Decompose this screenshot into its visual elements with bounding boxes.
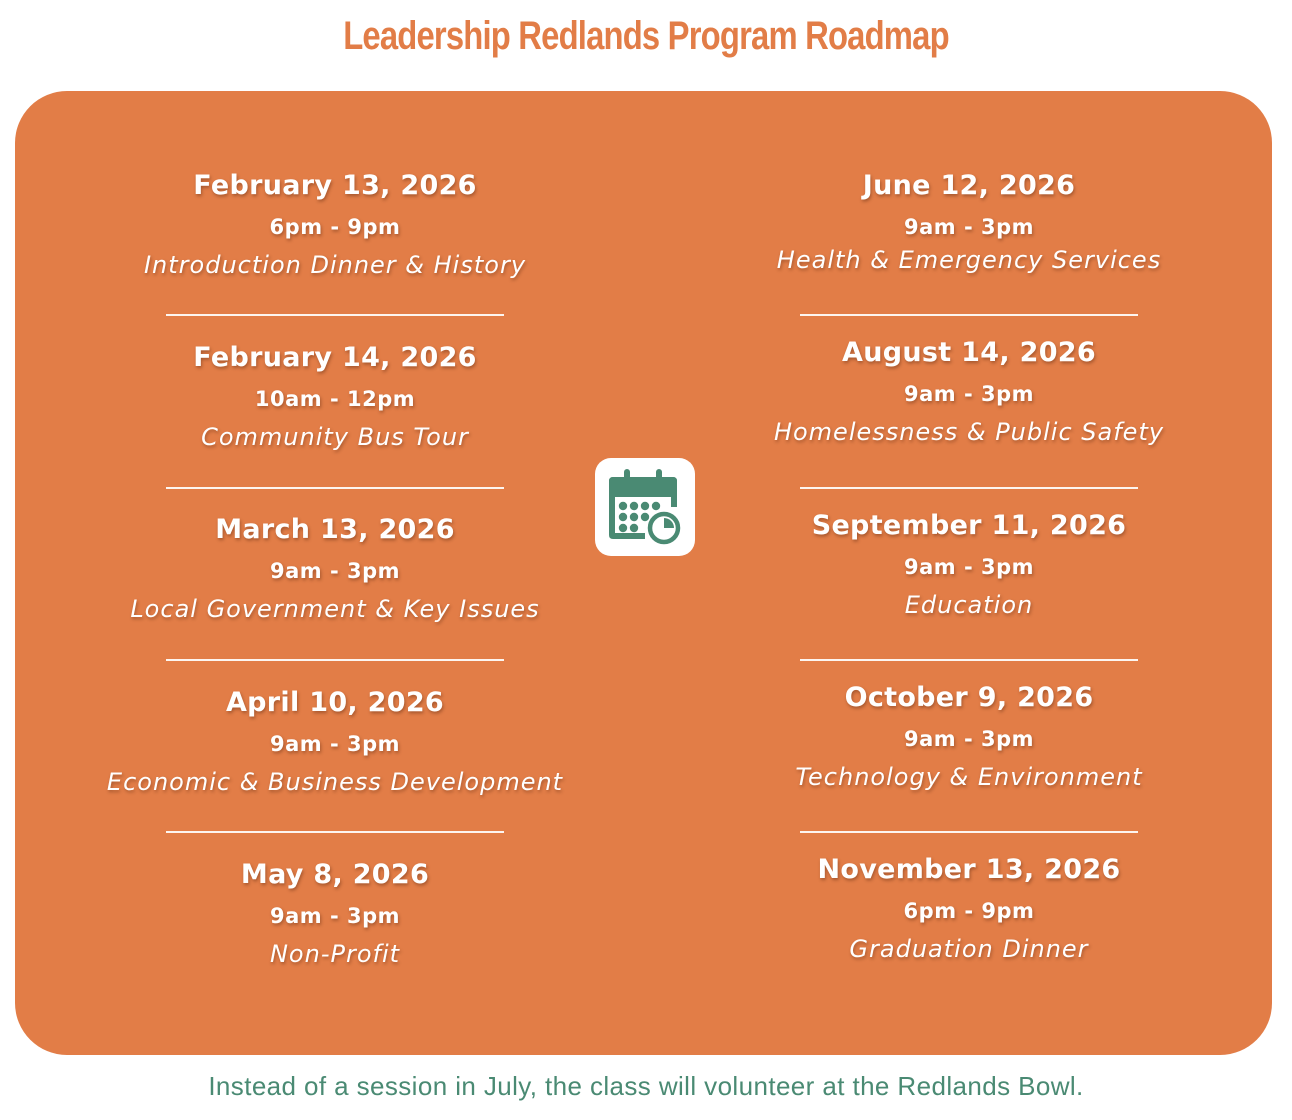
session-date: February 14, 2026 [193, 342, 477, 373]
session-item [55, 858, 615, 969]
session-item [55, 513, 615, 624]
session-topic: Non-Profit [269, 940, 401, 968]
session-date: November 13, 2026 [817, 854, 1121, 885]
session-time: 10am - 12pm [254, 387, 416, 411]
session-topic: Education [904, 591, 1034, 619]
schedule-column-right [689, 91, 1249, 1055]
session-item [55, 341, 615, 452]
session-time: 9am - 3pm [903, 727, 1035, 751]
session-time: 9am - 3pm [269, 559, 401, 583]
session-item [689, 336, 1249, 447]
session-item [689, 681, 1249, 792]
session-item [55, 686, 615, 797]
session-topic: Health & Emergency Services [776, 246, 1162, 274]
session-topic: Introduction Dinner & History [143, 251, 527, 279]
session-time: 9am - 3pm [903, 382, 1035, 406]
roadmap-card [15, 91, 1272, 1055]
session-date: April 10, 2026 [225, 687, 445, 718]
session-item [55, 169, 615, 280]
session-date: June 12, 2026 [862, 170, 1076, 201]
session-time: 9am - 3pm [269, 904, 401, 928]
divider [800, 659, 1138, 661]
session-date: February 13, 2026 [193, 170, 477, 201]
session-time: 9am - 3pm [903, 215, 1035, 239]
divider [800, 831, 1138, 833]
schedule-column-left [55, 91, 615, 1055]
footnote: Instead of a session in July, the class will volunteer at the Redlands Bowl. [208, 1071, 1084, 1101]
session-topic: Community Bus Tour [201, 423, 469, 451]
divider [800, 314, 1138, 316]
divider [166, 487, 504, 489]
divider [800, 487, 1138, 489]
session-date: May 8, 2026 [240, 859, 430, 890]
session-topic: Economic & Business Development [106, 768, 564, 796]
session-date: September 11, 2026 [811, 510, 1127, 541]
divider [166, 659, 504, 661]
session-date: March 13, 2026 [215, 514, 455, 545]
divider [166, 314, 504, 316]
session-time: 9am - 3pm [903, 555, 1035, 579]
session-time: 9am - 3pm [269, 732, 401, 756]
session-time: 6pm - 9pm [269, 215, 401, 239]
session-topic: Technology & Environment [795, 763, 1143, 791]
session-date: October 9, 2026 [844, 682, 1094, 713]
session-topic: Local Government & Key Issues [130, 595, 540, 623]
session-item [689, 853, 1249, 964]
calendar-icon-tile [595, 458, 695, 556]
calendar-clock-icon [607, 467, 683, 547]
session-topic: Graduation Dinner [849, 935, 1089, 963]
session-item [689, 509, 1249, 620]
session-topic: Homelessness & Public Safety [773, 418, 1165, 446]
session-time: 6pm - 9pm [903, 899, 1035, 923]
page-title: Leadership Redlands Program Roadmap [343, 14, 949, 58]
divider [166, 831, 504, 833]
session-date: August 14, 2026 [842, 337, 1096, 368]
session-item [689, 169, 1249, 275]
